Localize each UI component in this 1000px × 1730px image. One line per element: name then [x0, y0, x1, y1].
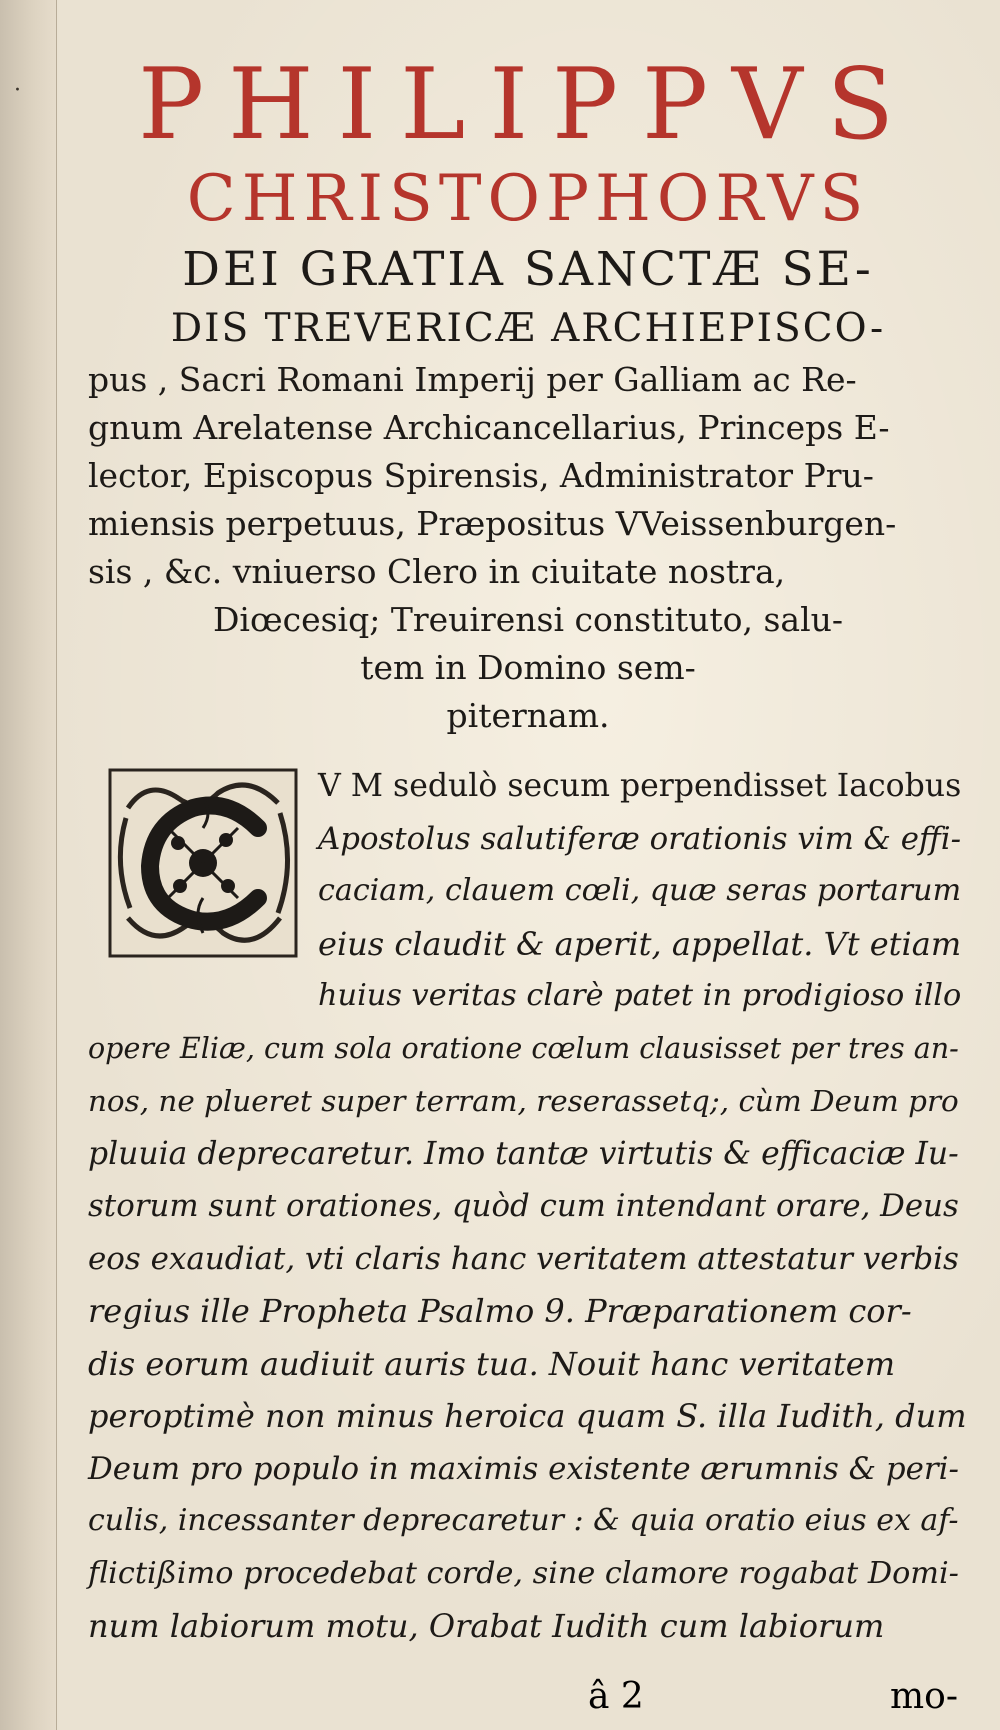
opening-paragraph — [88, 760, 968, 970]
body-line: nos, ne plueret super terram, reserassetq;, cùm Deum pro — [88, 1084, 959, 1118]
intro-line: gnum Arelatense Archicancellarius, Princeps E- — [88, 408, 890, 447]
intro-block — [88, 356, 968, 740]
intro-line: Diœcesiq; Treuirensi constituto, salu- — [212, 600, 844, 639]
body-line: storum sunt orationes, quòd cum intendant orare, Deus — [88, 1188, 959, 1224]
intro-line: piternam. — [446, 696, 610, 735]
title-line-2: CHRISTOPHORVS — [186, 162, 870, 236]
ornamental-initial-icon — [108, 768, 298, 958]
title-line-4: DIS TREVERICÆ ARCHIEPISCO- — [170, 306, 886, 351]
catchword: mo- — [890, 1676, 958, 1717]
body-line: peroptimè non minus heroica quam S. illa Iudith, dum — [88, 1397, 967, 1435]
body-line: regius ille Propheta Psalmo 9. Præparationem cor- — [88, 1292, 912, 1330]
signature-mark: â 2 — [588, 1676, 644, 1717]
body-line: dis eorum audiuit auris tua. Nouit hanc veritatem — [88, 1344, 896, 1383]
body-line: Deum pro populo in maximis existente ærumnis & peri- — [88, 1450, 959, 1487]
title-line-3: DEI GRATIA SANCTÆ SE- — [182, 242, 874, 297]
body-line: pluuia deprecaretur. Imo tantæ virtutis & efficaciæ Iu- — [88, 1135, 959, 1172]
body-line: opere Eliæ, cum sola oratione cœlum clausisset per tres an- — [88, 1031, 959, 1065]
title-line-1: PHILIPPVS — [138, 48, 918, 162]
intro-line: lector, Episcopus Spirensis, Administrator Pru- — [88, 456, 874, 495]
intro-line: pus , Sacri Romani Imperij per Galliam ac Re- — [88, 360, 857, 399]
body-line: num labiorum motu, Orabat Iudith cum labiorum — [88, 1607, 885, 1645]
left-page-edge — [0, 0, 57, 1730]
body-line: caciam, clauem cœli, quæ seras portarum — [318, 873, 962, 908]
body-line: V M sedulò secum perpendisset Iacobus — [318, 768, 962, 804]
body-line: eius claudit & aperit, appellat. Vt etiam — [318, 924, 962, 963]
edge-mark: · — [14, 78, 21, 103]
intro-line: sis , &c. vniuerso Clero in ciuitate nostra, — [88, 552, 786, 591]
body-line: flictißimo procedebat corde, sine clamore rogabat Domi- — [88, 1555, 959, 1591]
body-line: culis, incessanter deprecaretur : & quia oratio eius ex af- — [88, 1503, 959, 1538]
body-block — [88, 970, 968, 1653]
intro-line: miensis perpetuus, Præpositus VVeissenburgen- — [88, 504, 897, 543]
page-footer — [88, 1676, 968, 1726]
page-text — [88, 50, 968, 1653]
body-line: eos exaudiat, vti claris hanc veritatem attestatur verbis — [88, 1240, 959, 1277]
body-line: Apostolus salutiferæ orationis vim & effi- — [318, 820, 962, 857]
intro-line: tem in Domino sem- — [360, 648, 696, 687]
body-line: huius veritas clarè patet in prodigioso illo — [318, 978, 962, 1013]
